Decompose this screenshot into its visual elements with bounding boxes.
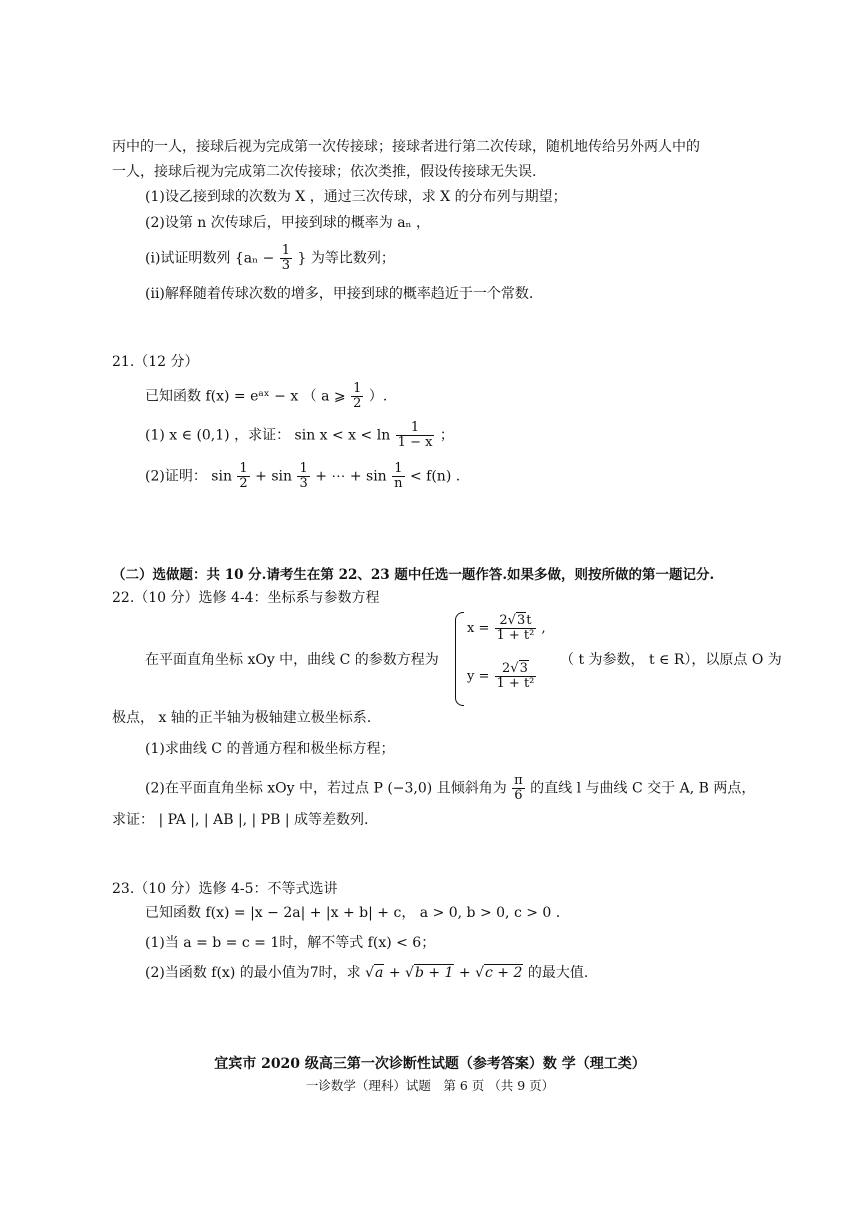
footer-page-number: 一诊数学（理科）试题 第 6 页 （共 9 页） [305,1078,555,1093]
p22-stem-suffix: （ t 为参数， t ∈ R），以原点 O 为 [560,652,782,668]
p23-question-2 [145,964,588,982]
p22-x-numerator: 2√3t [495,614,537,629]
p21-stem-prefix: 已知函数 f(x) = eᵃˣ − x （ a ⩾ [145,388,346,405]
p23-q2-sqrt-3: √c + 2 [475,965,523,981]
p20-question-ii: (ii)解释随着传球次数的增多，甲接到球的概率趋近于一个常数. [145,286,534,302]
p21-stem-fraction [351,382,363,411]
p20-qi-numerator: 1 [281,243,291,258]
footer-title: 宜宾市 2020 级高三第一次诊断性试题（参考答案）数 学（理工类） [214,1056,646,1072]
p22-y-num-radicand: 3 [519,661,528,676]
p21-q2-f1-numerator: 1 [239,461,248,476]
p22-x-fraction [495,614,537,643]
p21-heading: 21.（12 分） [112,354,199,370]
p21-q1-fraction [396,421,435,450]
p22-y-equation [467,662,537,691]
p20-line-1: 丙中的一人，接球后视为完成第一次传接球；接球者进行第二次传球，随机地传给另外两人中的 [112,139,700,155]
p22-stem-line-2: 极点， x 轴的正半轴为极轴建立极坐标系. [112,710,372,726]
p21-q1-denominator: 1 − x [397,435,433,450]
p21-q2-f2-denominator: 3 [299,476,308,491]
p22-stem-prefix: 在平面直角坐标 xOy 中，曲线 C 的参数方程为 [145,652,439,668]
p22-q2-numerator: π [514,773,523,788]
p21-q1-prefix: (1) x ∈ (0,1) ，求证： sin x < x < ln [145,427,391,444]
p21-q2-part-d: < f(n) . [409,468,461,485]
p23-q2-radicand-2: b + 1 [414,965,454,981]
p22-q2-denominator: 6 [514,788,523,803]
p22-question-2 [145,774,755,803]
p22-parametric-system [455,612,555,706]
p22-x-num-radicand: 3 [516,613,526,628]
optional-section-heading: （二）选做题：共 10 分.请考生在第 22、23 题中任选一题作答.如果多做，则按所做的第一题记分. [112,567,715,583]
p21-q2-part-b: + sin [255,468,293,485]
p23-stem: 已知函数 f(x) = |x − 2a| + |x + b| + c， a > 0, b > 0, c > 0 . [145,905,561,921]
p22-q2-suffix: 的直线 l 与曲线 C 交于 A, B 两点， [530,780,756,797]
p21-question-1 [145,421,454,450]
p21-q2-f1-denominator: 2 [239,476,248,491]
p23-q2-plus-1: + [388,965,401,981]
p22-y-fraction [495,662,537,691]
p22-y-lhs: y = [467,669,490,684]
p21-q2-part-a: (2)证明： sin [145,468,232,485]
p22-question-1: (1)求曲线 C 的普通方程和极坐标方程； [145,741,395,757]
p22-x-num-var: t [526,613,532,628]
p21-stem-denominator: 2 [353,396,362,411]
p23-q2-sqrt-1: √a [365,965,384,981]
p23-q2-radicand-3: c + 2 [485,965,523,981]
p22-q2-prefix: (2)在平面直角坐标 xOy 中，若过点 P (−3,0) 且倾斜角为 [145,780,507,797]
p20-qi-fraction [280,244,292,273]
p23-heading: 23.（10 分）选修 4-5：不等式选讲 [112,881,338,897]
p21-question-2 [145,462,460,491]
p23-q2-prefix: (2)当函数 f(x) 的最小值为7时，求 [145,965,361,981]
p21-q2-part-c: + ⋯ + sin [315,468,387,485]
p23-q2-radicand-1: a [375,965,384,981]
p20-question-2: (2)设第 n 次传球后，甲接到球的概率为 aₙ ， [145,215,431,231]
p21-q2-fraction-1 [237,462,249,491]
p20-question-i [145,244,395,273]
p21-q1-numerator: 1 [396,421,435,436]
p22-x-tail: , [541,621,546,636]
p22-x-equation [467,614,546,643]
p22-x-denominator: 1 + t² [496,628,535,643]
p20-qi-denominator: 3 [281,258,291,273]
p21-stem-suffix: ）. [368,388,388,405]
p20-question-1: (1)设乙接到球的次数为 X ，通过三次传球，求 X 的分布列与期望； [145,189,567,205]
p23-q2-sqrt-2: √b + 1 [405,965,454,981]
p21-q2-fraction-3 [392,462,404,491]
p22-q2-fraction [512,774,525,803]
p22-x-lhs: x = [467,621,490,636]
p21-q2-f3-numerator: 1 [392,462,404,477]
p22-question-2-line-2: 求证： | PA |, | AB |, | PB | 成等差数列. [112,812,369,828]
p21-stem-numerator: 1 [353,381,362,396]
p22-heading: 22.（10 分）选修 4-4：坐标系与参数方程 [112,590,380,606]
p22-y-denominator: 1 + t² [496,676,535,691]
p23-question-1: (1)当 a = b = c = 1时，解不等式 f(x) < 6； [145,935,436,951]
brace-shape [455,612,464,706]
p22-y-numerator: 2√3 [495,662,537,677]
p20-line-2: 一人，接球后视为完成第二次传接球；依次类推，假设传接球无失误. [112,164,537,180]
p23-q2-suffix: 的最大值. [527,965,589,981]
p20-qi-prefix: (i)试证明数列 {aₙ − [145,250,275,267]
p20-qi-suffix: } 为等比数列； [297,250,395,267]
p21-q2-fraction-2 [297,462,309,491]
p21-q2-f3-denominator: n [394,476,403,491]
p22-x-num-coef: 2 [499,613,508,628]
p21-q2-f2-numerator: 1 [299,461,308,476]
p22-y-num-coef: 2 [502,661,511,676]
p21-stem [145,382,387,411]
p21-q1-suffix: ； [439,427,454,444]
p23-q2-plus-2: + [458,965,471,981]
